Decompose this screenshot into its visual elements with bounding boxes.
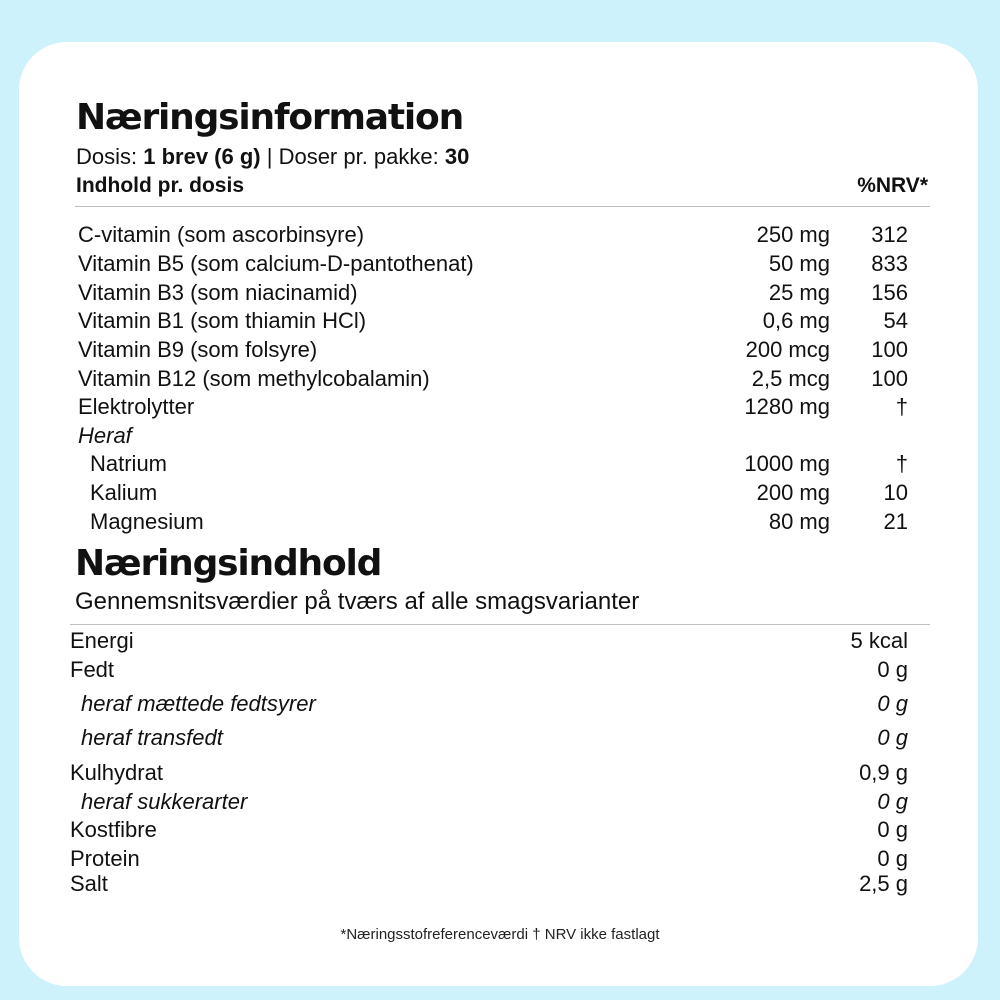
nutrient-row (78, 280, 916, 308)
nutrient-row (78, 308, 916, 336)
nutrition-value: 0 g (877, 817, 908, 842)
nutrition-subtitle: Gennemsnitsværdier på tværs af alle smagsvarianter (75, 588, 640, 615)
nutrient-amount: 50 mg (768, 251, 830, 276)
nutrient-nrv: 21 (883, 509, 908, 534)
nutrition-row (70, 846, 908, 874)
nutrient-name: Heraf (78, 423, 132, 448)
nutrition-name: Kulhydrat (70, 760, 163, 785)
nutrition-row (70, 691, 908, 719)
nutrient-amount: 1000 mg (744, 451, 830, 476)
nutrition-row (70, 725, 908, 753)
footnote: *Næringsstofreferenceværdi † NRV ikke fastlagt (340, 926, 660, 943)
nutrient-amount: 1280 mg (744, 394, 830, 419)
nutrient-nrv: 100 (871, 366, 908, 391)
nutrient-row (78, 366, 916, 394)
nutrition-value: 0 g (877, 657, 908, 682)
nutrition-value: 5 kcal (850, 628, 908, 653)
header-divider (75, 206, 930, 207)
nutrition-value: 2,5 g (859, 871, 908, 896)
nutrient-row (78, 251, 916, 279)
nutrient-amount: 250 mg (756, 222, 830, 247)
nutrition-row (70, 871, 908, 899)
nutrient-name: Magnesium (90, 509, 204, 534)
nutrient-name: Natrium (90, 451, 168, 476)
nutrition-name: heraf transfedt (81, 725, 223, 750)
nutrient-name: C-vitamin (som ascorbinsyre) (78, 222, 365, 247)
doses-per-pack: 30 (444, 144, 470, 169)
nutrient-row (78, 222, 916, 250)
nutrient-name: Elektrolytter (78, 394, 195, 419)
dose-label: Dosis: (76, 144, 144, 169)
nutrition-value: 0 g (877, 725, 908, 750)
nutrient-nrv: 100 (871, 337, 908, 362)
nutrition-row (70, 657, 908, 685)
nutrient-nrv: 312 (871, 222, 908, 247)
nutrition-name: Salt (70, 871, 108, 896)
nutrient-nrv: † (895, 451, 908, 476)
nutrient-amount: 200 mcg (745, 337, 830, 362)
nutrition-row (70, 628, 908, 656)
nutrient-amount: 0,6 mg (762, 308, 830, 333)
nutrient-name: Vitamin B3 (som niacinamid) (78, 280, 358, 305)
dose-line (76, 144, 469, 170)
nutrient-nrv: 10 (883, 480, 908, 505)
nutrient-name: Vitamin B5 (som calcium-D-pantothenat) (78, 251, 474, 276)
column-header-nrv: %NRV* (857, 174, 928, 197)
nutrient-nrv: 833 (871, 251, 908, 276)
dose-value: 1 brev (6 g) (143, 144, 261, 169)
nutrition-name: Fedt (70, 657, 115, 682)
nutrient-nrv: † (895, 394, 908, 419)
nutrition-divider (70, 624, 930, 625)
nutrient-row (78, 480, 916, 508)
info-title: Næringsinformation (76, 97, 464, 138)
nutrient-amount: 2,5 mcg (751, 366, 830, 391)
nutrient-subheading (78, 423, 916, 451)
nutrient-row (78, 509, 916, 537)
nutrition-name: heraf sukkerarter (81, 789, 248, 814)
nutrition-name: Protein (70, 846, 140, 871)
nutrition-value: 0,9 g (859, 760, 908, 785)
nutrient-name: Kalium (90, 480, 158, 505)
nutrient-name: Vitamin B12 (som methylcobalamin) (78, 366, 430, 391)
nutrition-row (70, 789, 908, 817)
nutrient-row (78, 451, 916, 479)
nutrition-row (70, 760, 908, 788)
nutrient-amount: 200 mg (756, 480, 830, 505)
nutrient-amount: 25 mg (768, 280, 830, 305)
nutrient-row (78, 394, 916, 422)
nutrition-name: Kostfibre (70, 817, 157, 842)
nutrition-name: heraf mættede fedtsyrer (81, 691, 316, 716)
nutrient-row (78, 337, 916, 365)
nutrition-value: 0 g (877, 789, 908, 814)
nutrient-name: Vitamin B1 (som thiamin HCl) (78, 308, 367, 333)
column-header-content: Indhold pr. dosis (76, 174, 244, 197)
nutrient-nrv: 156 (871, 280, 908, 305)
nutrition-value: 0 g (877, 846, 908, 871)
dose-separator: | Doser pr. pakke: (260, 144, 445, 169)
nutrition-name: Energi (70, 628, 134, 653)
nutrition-value: 0 g (877, 691, 908, 716)
nutrient-nrv: 54 (883, 308, 908, 333)
nutrition-title: Næringsindhold (75, 543, 382, 584)
nutrient-amount: 80 mg (768, 509, 830, 534)
nutrition-row (70, 817, 908, 845)
nutrient-name: Vitamin B9 (som folsyre) (78, 337, 318, 362)
